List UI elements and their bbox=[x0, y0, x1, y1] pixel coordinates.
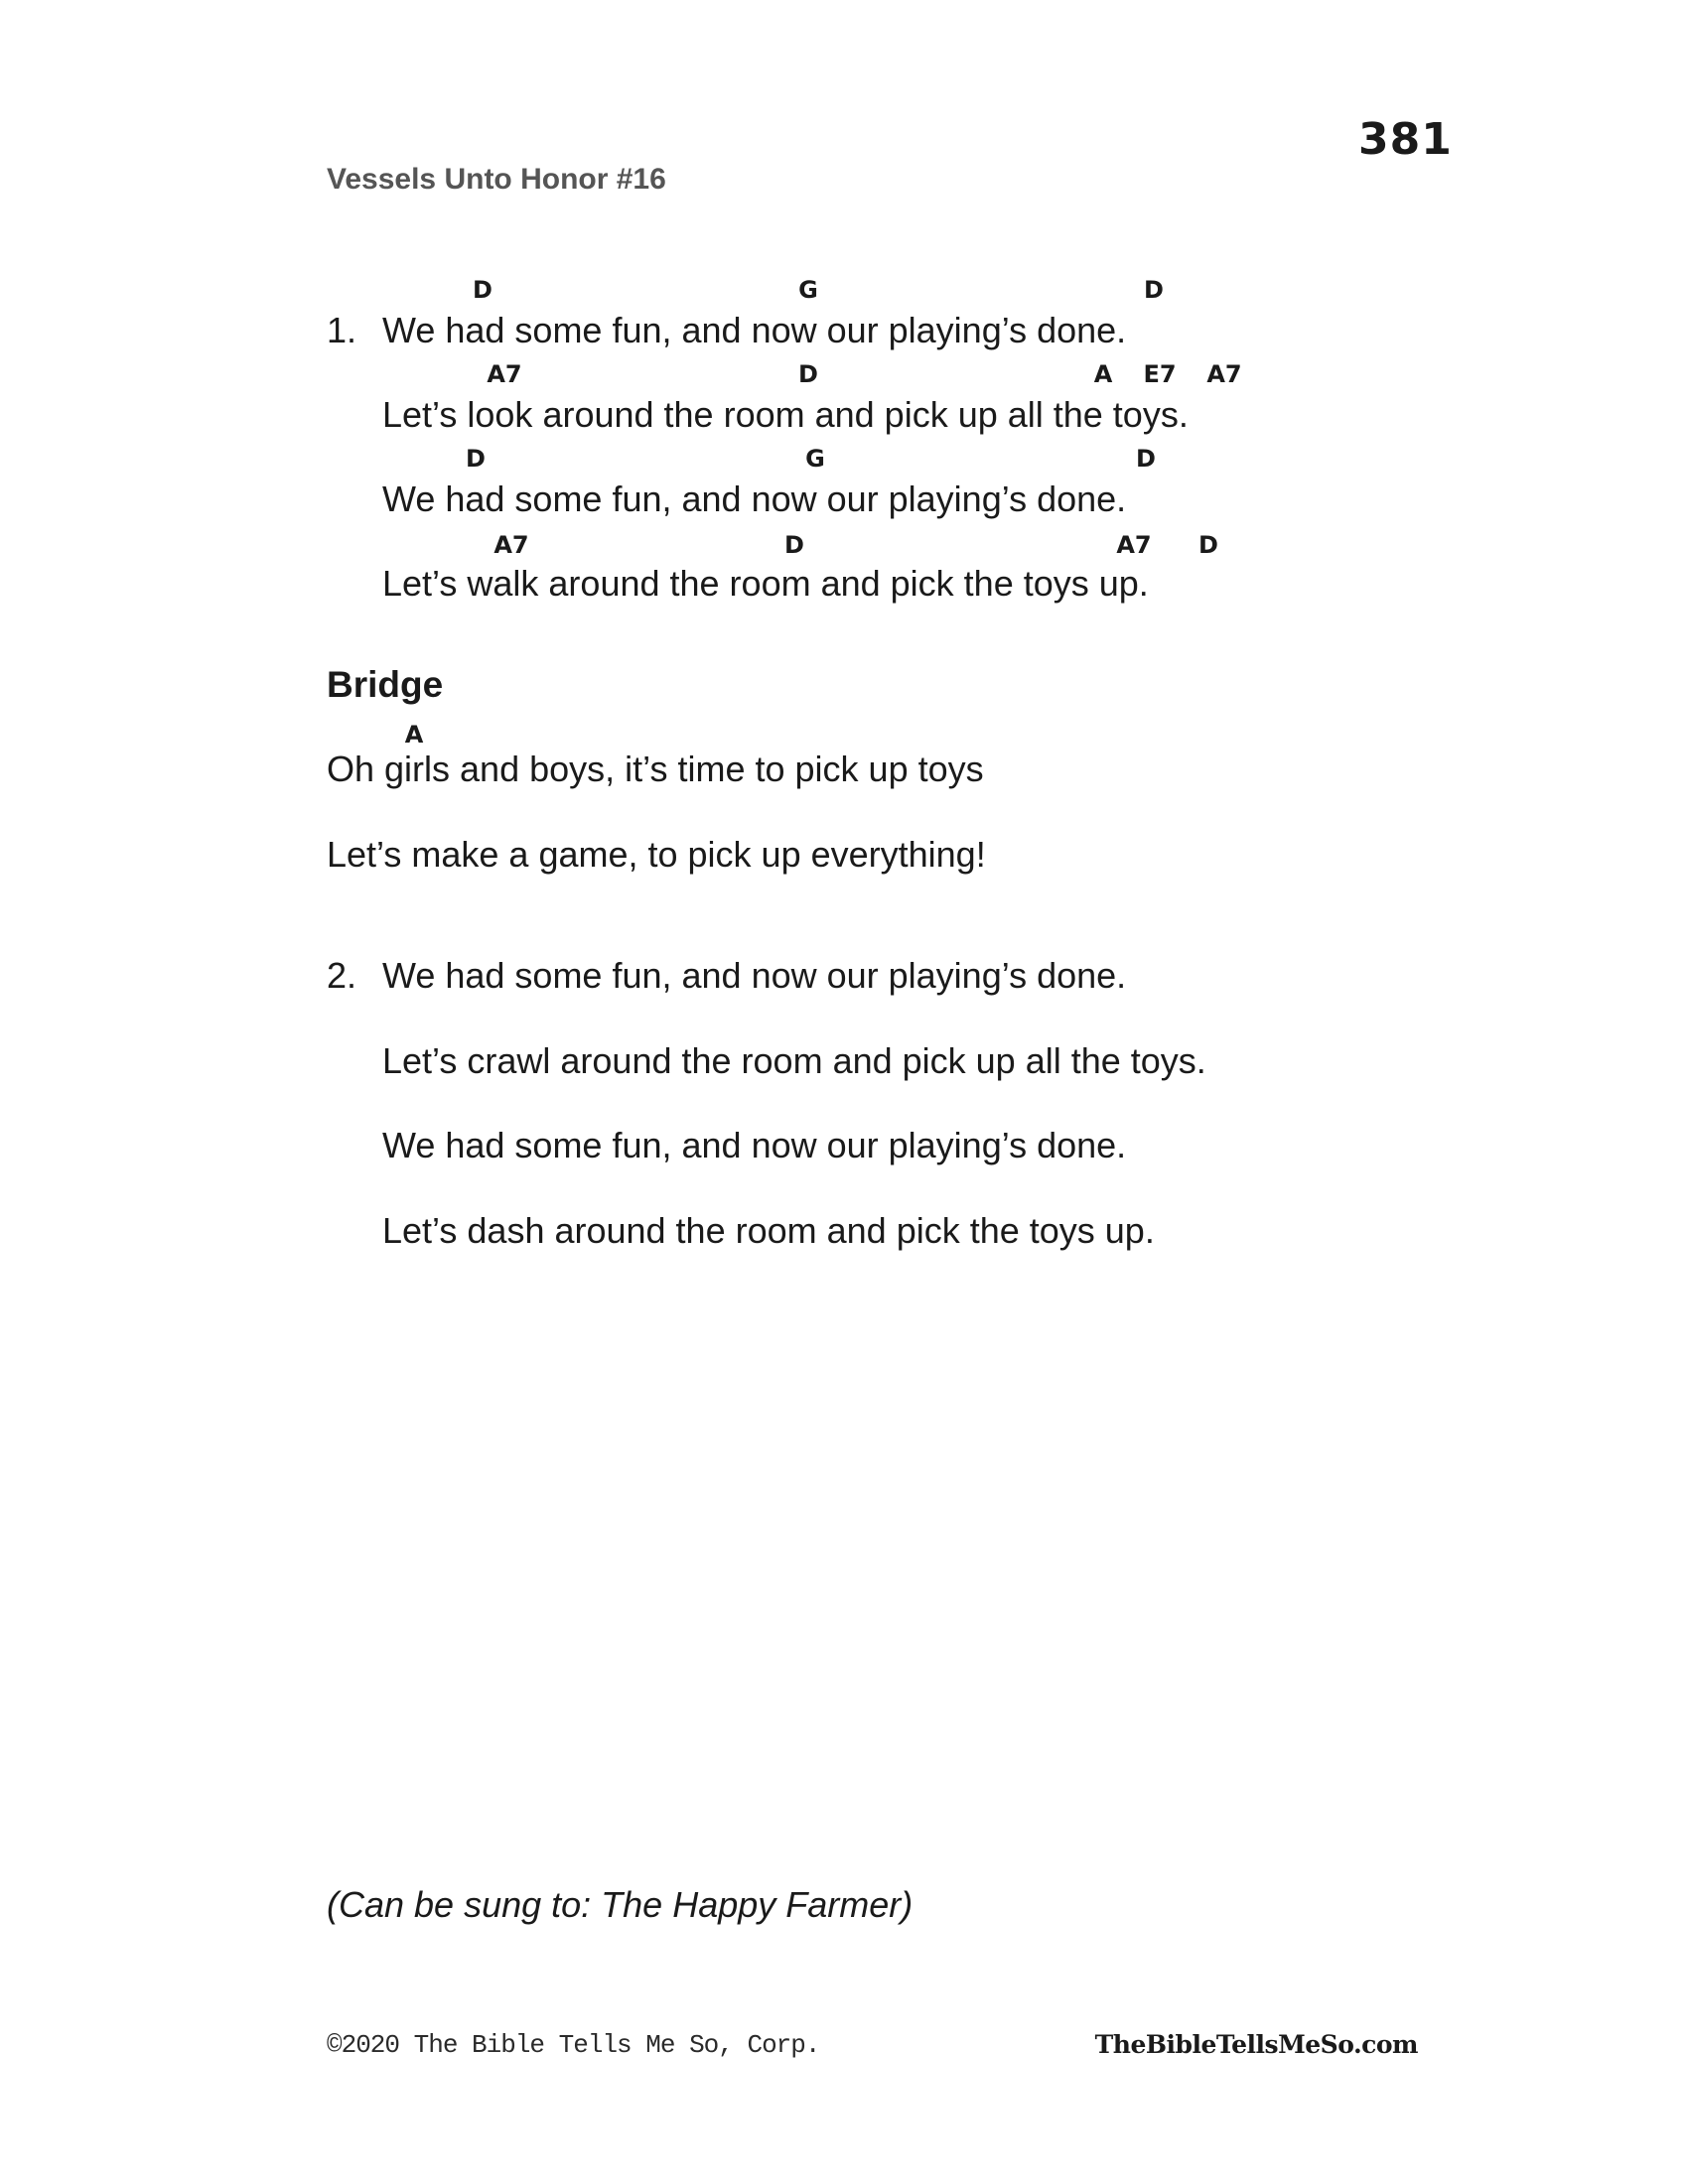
bridge-heading: Bridge bbox=[327, 664, 444, 705]
lyric-line: Let’s make a game, to pick up everything! bbox=[327, 834, 986, 875]
chord: D bbox=[798, 360, 818, 388]
lyric-line: We had some fun, and now our playing’s done. bbox=[382, 478, 1127, 519]
chord: D bbox=[473, 276, 492, 304]
lyric-line: We had some fun, and now our playing’s done. bbox=[382, 955, 1127, 996]
page-number: 381 bbox=[1358, 114, 1453, 165]
lyric-line: Let’s crawl around the room and pick up all the toys. bbox=[382, 1040, 1206, 1081]
tune-note: (Can be sung to: The Happy Farmer) bbox=[327, 1884, 914, 1925]
website-link[interactable]: TheBibleTellsMeSo.com bbox=[1094, 2030, 1418, 2059]
lyric-line: Oh girls and boys, it’s time to pick up toys bbox=[327, 749, 984, 789]
chord: G bbox=[798, 276, 818, 304]
copyright-text: ©2020 The Bible Tells Me So, Corp. bbox=[327, 2030, 820, 2060]
chord: D bbox=[466, 445, 486, 473]
lyric-line: Let’s look around the room and pick up all the toys. bbox=[382, 394, 1189, 435]
lyric-line: We had some fun, and now our playing’s done. bbox=[382, 1125, 1127, 1165]
lyric-line: We had some fun, and now our playing’s done. bbox=[382, 310, 1127, 350]
chord: A7 bbox=[1116, 531, 1152, 559]
chord: A7 bbox=[493, 531, 529, 559]
lyric-line: Let’s dash around the room and pick the toys up. bbox=[382, 1210, 1155, 1251]
chord: E7 bbox=[1143, 360, 1177, 388]
chord: A7 bbox=[1206, 360, 1242, 388]
chord: G bbox=[805, 445, 825, 473]
chord: A7 bbox=[487, 360, 522, 388]
chord: D bbox=[784, 531, 804, 559]
chord: D bbox=[1136, 445, 1156, 473]
chord: A bbox=[404, 721, 424, 749]
lyric-line: Let’s walk around the room and pick the toys up. bbox=[382, 563, 1149, 604]
chord: D bbox=[1144, 276, 1164, 304]
verse-number: 2. bbox=[327, 955, 357, 996]
verse-number: 1. bbox=[327, 310, 357, 350]
chord: A bbox=[1093, 360, 1113, 388]
song-title: Vessels Unto Honor #16 bbox=[327, 163, 666, 196]
chord: D bbox=[1198, 531, 1218, 559]
